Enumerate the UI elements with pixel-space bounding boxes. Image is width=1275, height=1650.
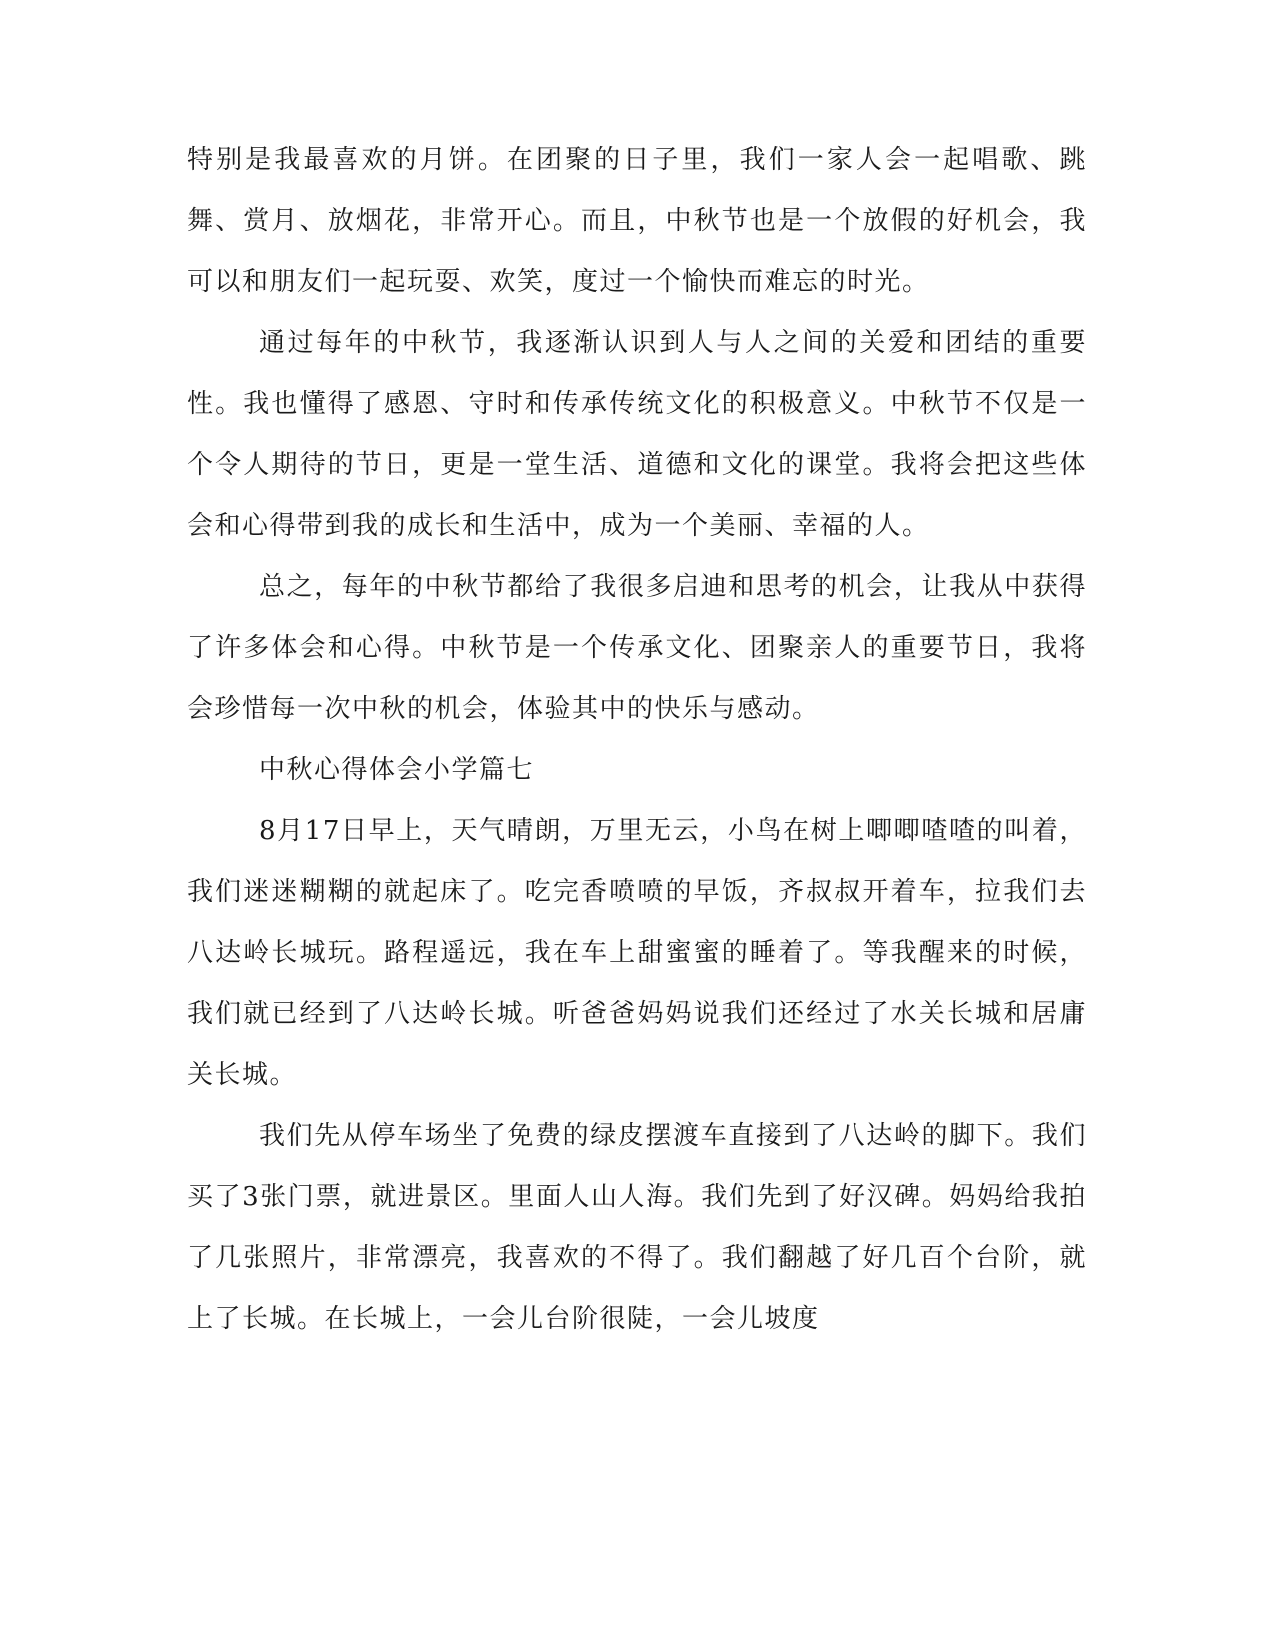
paragraph-1: 特别是我最喜欢的月饼。在团聚的日子里，我们一家人会一起唱歌、跳舞、赏月、放烟花，非常开心。而且，中秋节也是一个放假的好机会，我可以和朋友们一起玩耍、欢笑，度过一个愉快而难忘的时光。: [187, 145, 1087, 297]
paragraph-2: 通过每年的中秋节，我逐渐认识到人与人之间的关爱和团结的重要性。我也懂得了感恩、守时和传承传统文化的积极意义。中秋节不仅是一个令人期待的节日，更是一堂生活、道德和文化的课堂。我将会把这些体会和心得带到我的成长和生活中，成为一个美丽、幸福的人。: [187, 328, 1087, 541]
section-heading: 中秋心得体会小学篇七: [259, 755, 535, 785]
document-body: [187, 130, 1087, 1350]
paragraph-5: 我们先从停车场坐了免费的绿皮摆渡车直接到了八达岭的脚下。我们买了3张门票，就进景区。里面人山人海。我们先到了好汉碑。妈妈给我拍了几张照片，非常漂亮，我喜欢的不得了。我们翻越了好几百个台阶，就上了长城。在长城上，一会儿台阶很陡，一会儿坡度: [187, 1121, 1087, 1334]
paragraph-3: 总之，每年的中秋节都给了我很多启迪和思考的机会，让我从中获得了许多体会和心得。中秋节是一个传承文化、团聚亲人的重要节日，我将会珍惜每一次中秋的机会，体验其中的快乐与感动。: [187, 572, 1087, 724]
paragraph-4: 8月17日早上，天气晴朗，万里无云，小鸟在树上唧唧喳喳的叫着，我们迷迷糊糊的就起床了。吃完香喷喷的早饭，齐叔叔开着车，拉我们去八达岭长城玩。路程遥远，我在车上甜蜜蜜的睡着了。等我醒来的时候，我们就已经到了八达岭长城。听爸爸妈妈说我们还经过了水关长城和居庸关长城。: [187, 816, 1087, 1090]
